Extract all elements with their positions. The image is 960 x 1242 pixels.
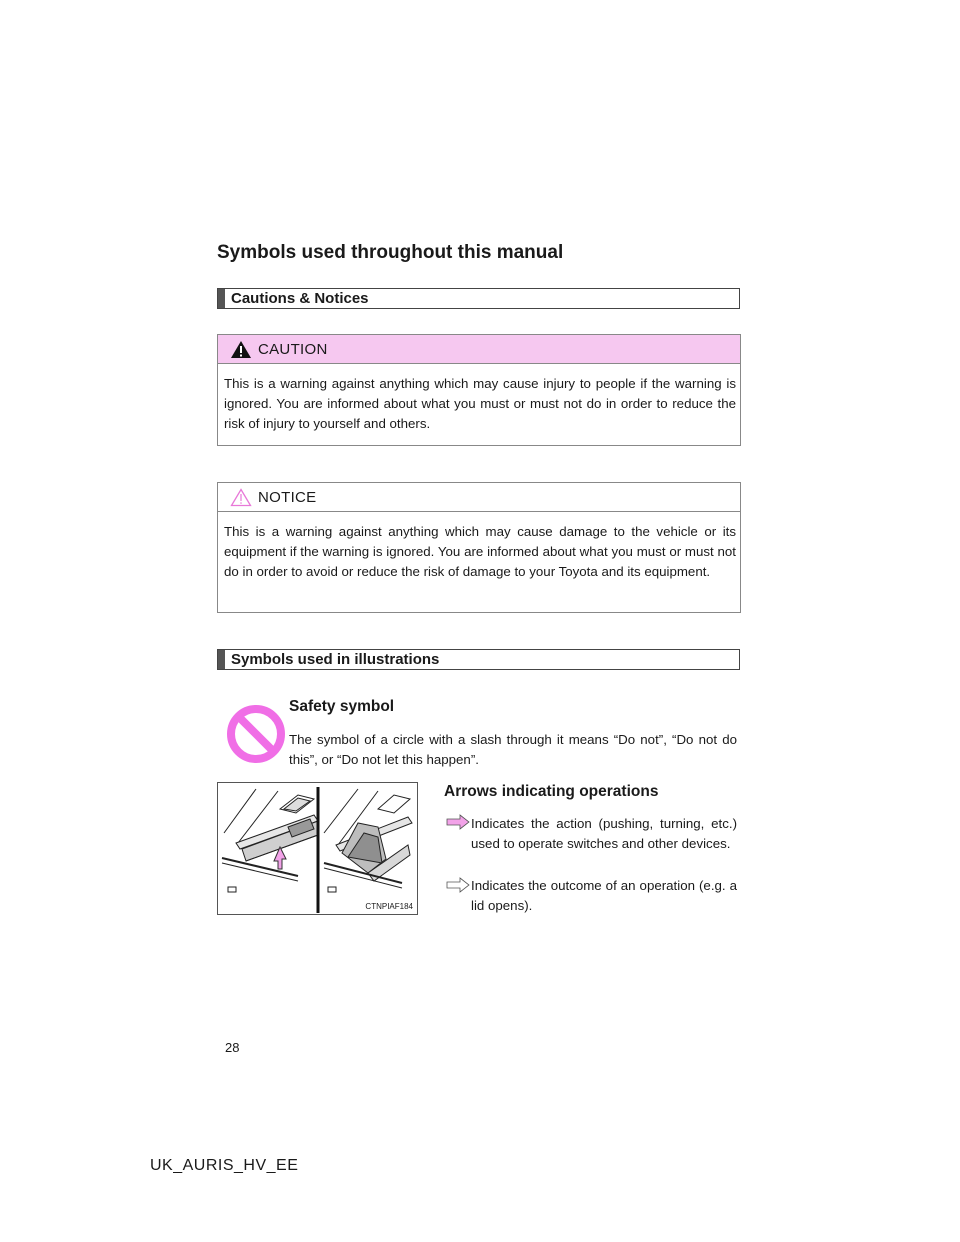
warning-triangle-outline-pink-icon — [230, 488, 252, 512]
caution-box — [217, 334, 741, 446]
action-arrow-text: Indicates the action (pushing, turning, etc.) used to operate switches and other devices. — [471, 816, 737, 851]
outcome-arrow-text: Indicates the outcome of an operation (e.g. a lid opens). — [471, 878, 737, 913]
section-header-illustrations — [217, 649, 740, 670]
caution-label: CAUTION — [258, 341, 328, 358]
section-title: Cautions & Notices — [231, 290, 369, 307]
notice-box — [217, 482, 741, 613]
arrows-heading: Arrows indicating operations — [444, 783, 659, 800]
notice-text: This is a warning against anything which may cause damage to the vehicle or its equipment if the warning is ignored. You are informed about what you must or must not do in order to avoid or reduce the risk of damage to your Toyota and its equipment. — [224, 524, 736, 579]
section-marker — [218, 650, 225, 669]
prohibition-icon — [225, 703, 287, 770]
notice-header — [218, 483, 740, 512]
notice-label: NOTICE — [258, 489, 317, 506]
caution-text: This is a warning against anything which may cause injury to people if the warning is ignored. You are informed about what you must or must not do in order to reduce the risk of injury to yourself and others. — [224, 376, 736, 431]
warning-triangle-filled-icon — [230, 340, 252, 364]
safety-symbol-heading: Safety symbol — [289, 698, 395, 715]
outline-arrow-icon — [446, 877, 470, 898]
operation-illustration — [217, 782, 418, 915]
pink-filled-arrow-icon — [446, 814, 470, 835]
caution-header — [218, 335, 740, 364]
section-title: Symbols used in illustrations — [231, 651, 440, 668]
page-number: 28 — [225, 1040, 240, 1055]
section-marker — [218, 289, 225, 308]
safety-symbol-text: The symbol of a circle with a slash through it means “Do not”, “Do not do this”, or “Do not let this happen”. — [289, 732, 737, 767]
footer-code: UK_AURIS_HV_EE — [150, 1157, 299, 1174]
section-header-cautions — [217, 288, 740, 309]
page-title: Symbols used throughout this manual — [217, 242, 564, 263]
illustration-code: CTNPIAF184 — [365, 902, 413, 911]
